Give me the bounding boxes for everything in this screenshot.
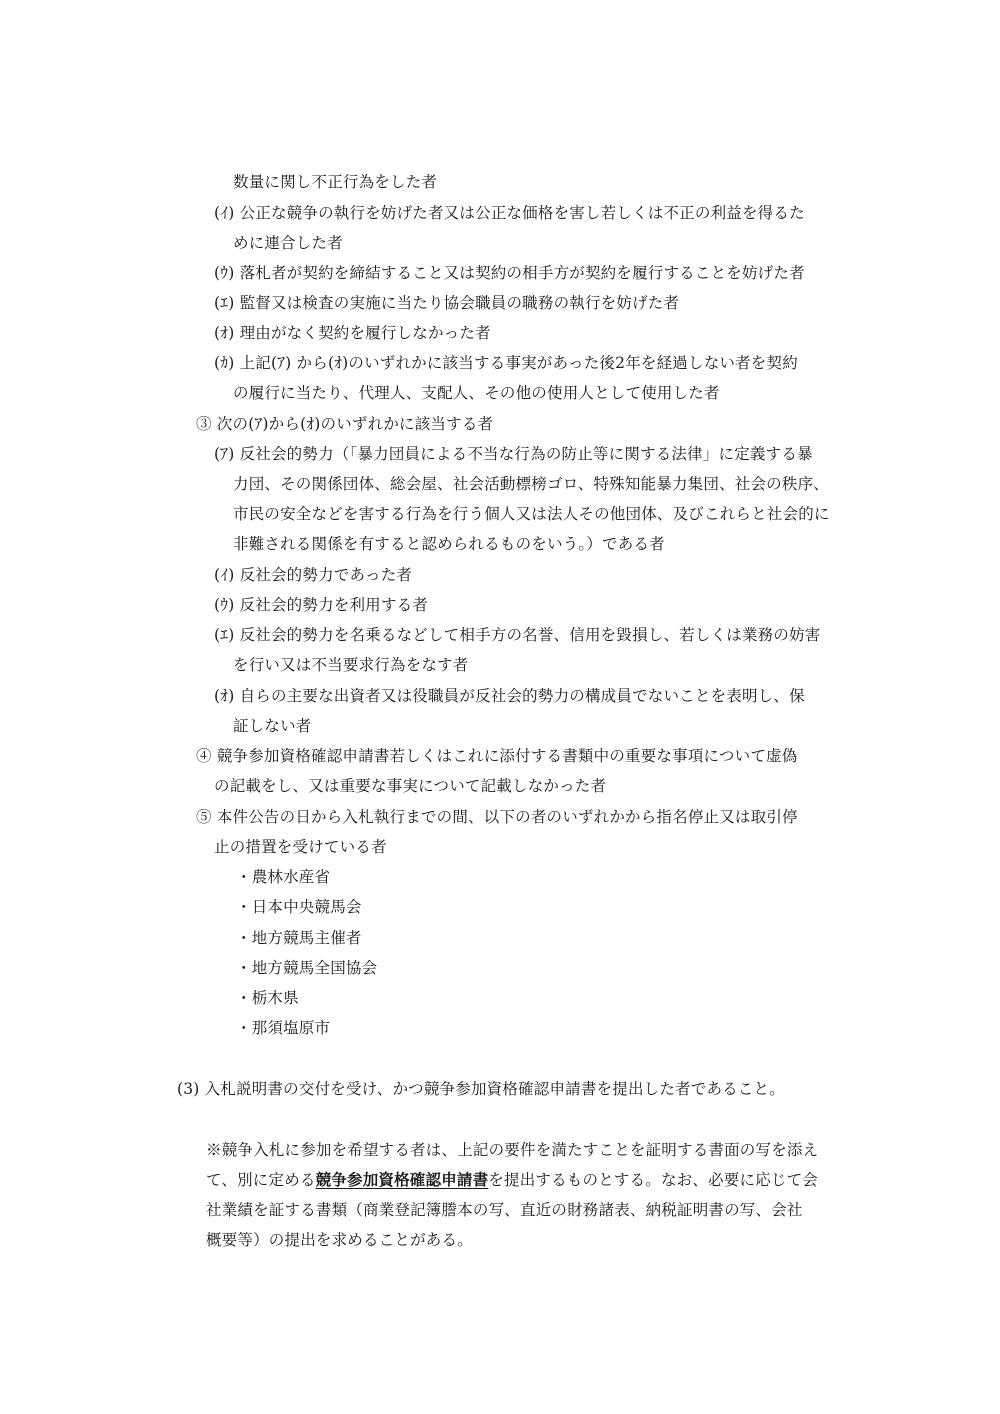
note-text-post: を提出するものとする。なお、必要に応じて会 [488, 1171, 818, 1189]
list-item-e: (ｴ) 監督又は検査の実施に当たり協会職員の職務の執行を妨げた者 [214, 294, 680, 312]
list-item-u: (ｳ) 落札者が契約を締結すること又は契約の相手方が契約を履行することを妨げた者 [214, 264, 805, 282]
text-line: 数量に関し不正行為をした者 [233, 173, 438, 191]
bullet-item: ・地方競馬全国協会 [236, 959, 378, 977]
text-line: 止の措置を受けている者 [214, 838, 387, 856]
text-line: 力団、その関係団体、総会屋、社会活動標榜ゴロ、特殊知能暴力集団、社会の秩序、 [233, 475, 829, 493]
note-text-pre: て、別に定める [206, 1171, 316, 1189]
note-line: 概要等）の提出を求めることがある。 [206, 1231, 473, 1249]
text-line: めに連合した者 [233, 234, 343, 252]
text-line: 証しない者 [233, 717, 312, 735]
text-line: 非難される関係を有すると認められるものをいう。）である者 [233, 535, 665, 553]
note-line: 社業績を証する書類（商業登記簿謄本の写、直近の財務諸表、納税証明書の写、会社 [206, 1201, 803, 1219]
text-line: 市民の安全などを害する行為を行う個人又は法人その他団体、及びこれらと社会的に [233, 505, 830, 523]
bullet-item: ・地方競馬主催者 [236, 929, 362, 947]
list-item-u: (ｳ) 反社会的勢力を利用する者 [214, 596, 428, 614]
bullet-item: ・農林水産省 [236, 868, 331, 886]
list-item-4: ④ 競争参加資格確認申請書若しくはこれに添付する書類中の重要な事項について虚偽 [196, 747, 798, 765]
note-line: ※競争入札に参加を希望する者は、上記の要件を満たすことを証明する書面の写を添え [206, 1141, 819, 1159]
list-item-3: ③ 次の(ｱ)から(ｵ)のいずれかに該当する者 [196, 415, 494, 433]
list-item-a: (ｱ) 反社会的勢力（「暴力団員による不当な行為の防止等に関する法律」に定義する暴 [214, 445, 813, 463]
text-line: の履行に当たり、代理人、支配人、その他の使用人として使用した者 [233, 384, 720, 402]
text-line: の記載をし、又は重要な事実について記載しなかった者 [214, 777, 607, 795]
note-line [206, 1170, 818, 1190]
text-line: を行い又は不当要求行為をなす者 [233, 656, 469, 674]
list-item-5: ⑤ 本件公告の日から入札執行までの間、以下の者のいずれかから指名停止又は取引停 [196, 808, 798, 826]
list-item-i: (ｲ) 公正な競争の執行を妨げた者又は公正な価格を害し若しくは不正の利益を得るた [214, 204, 805, 222]
section-item-3: (3) 入札説明書の交付を受け、かつ競争参加資格確認申請書を提出した者であること。 [177, 1080, 785, 1098]
bullet-item: ・日本中央競馬会 [236, 898, 362, 916]
list-item-ka: (ｶ) 上記(ｱ) から(ｵ)のいずれかに該当する事実があった後2年を経過しない者を契約 [214, 354, 798, 372]
bullet-item: ・那須塩原市 [236, 1019, 331, 1037]
list-item-e: (ｴ) 反社会的勢力を名乗るなどして相手方の名誉、信用を毀損し、若しくは業務の妨害 [214, 626, 821, 644]
list-item-i: (ｲ) 反社会的勢力であった者 [214, 566, 413, 584]
bullet-item: ・栃木県 [236, 989, 299, 1007]
list-item-o: (ｵ) 自らの主要な出資者又は役職員が反社会的勢力の構成員でないことを表明し、保 [214, 687, 805, 705]
list-item-o: (ｵ) 理由がなく契約を履行しなかった者 [214, 324, 491, 342]
application-form-name: 競争参加資格確認申請書 [315, 1170, 489, 1189]
